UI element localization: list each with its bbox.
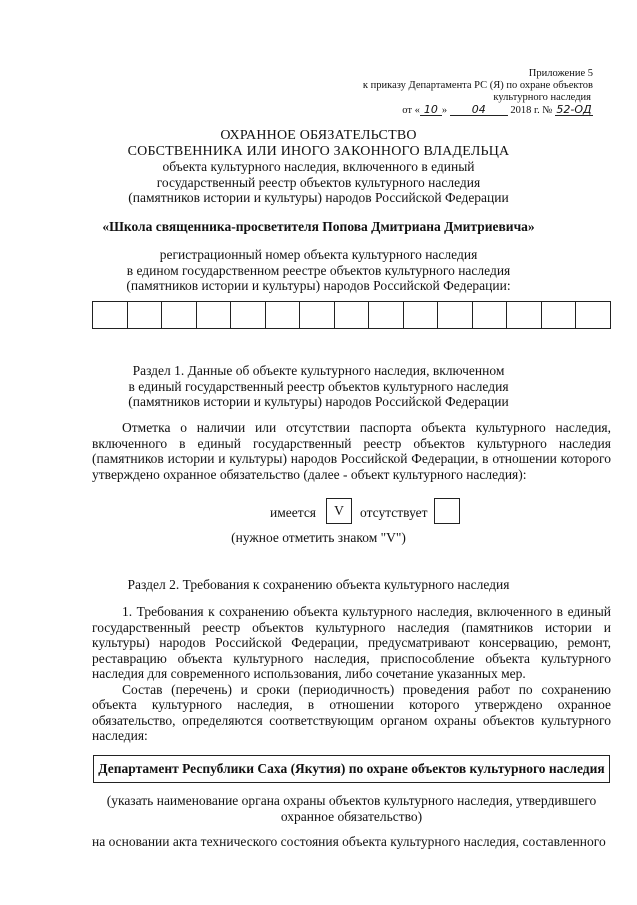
reg-cell[interactable] <box>300 302 335 328</box>
annex-day: 10 <box>420 104 442 116</box>
section-2-heading: Раздел 2. Требования к сохранению объекта культурного наследия <box>127 577 510 592</box>
reg-cell[interactable] <box>473 302 508 328</box>
annex-header <box>363 68 593 117</box>
reg-cell[interactable] <box>197 302 232 328</box>
reg-cell[interactable] <box>542 302 577 328</box>
title-line-5: (памятников истории и культуры) народов Российской Федерации <box>128 190 509 205</box>
reg-cell[interactable] <box>507 302 542 328</box>
registration-line-1: регистрационный номер объекта культурного наследия <box>159 247 478 262</box>
section-1-line-1: Раздел 1. Данные об объекте культурного наследия, включенном <box>132 363 505 378</box>
reg-cell[interactable] <box>335 302 370 328</box>
title-line-4: государственный реестр объектов культурного наследия <box>156 174 481 190</box>
annex-date-line <box>363 104 593 117</box>
present-checkbox[interactable]: V <box>326 498 352 524</box>
title-line-1: ОХРАННОЕ ОБЯЗАТЕЛЬСТВО <box>220 128 417 143</box>
requirements-text <box>92 604 611 744</box>
reg-cell[interactable] <box>438 302 473 328</box>
annex-order-ref: к приказу Департамента РС (Я) по охране объектов <box>362 80 593 91</box>
annex-quote-close: » <box>441 105 448 116</box>
section-1-heading <box>0 363 637 410</box>
department-name-box[interactable]: Департамент Республики Саха (Якутия) по охране объектов культурного наследия <box>93 755 610 783</box>
basis-text: на основании акта технического состояния объекта культурного наследия, составленного <box>92 834 606 849</box>
passport-note-paragraph: Отметка о наличии или отсутствии паспорта объекта культурного наследия, включенного в единый государственный реестр объектов культурного наследия (памятников истории и культуры) народов Российской Федерации, в отношении которого утверждено охранное обязательство (далее - объект культурного наследия): <box>92 420 611 482</box>
reg-cell[interactable] <box>128 302 163 328</box>
title-line-3: объекта культурного наследия, включенного в единый <box>162 159 475 174</box>
passport-choice-row <box>0 498 637 526</box>
title-line-2: СОБСТВЕННИКА ИЛИ ИНОГО ЗАКОННОГО ВЛАДЕЛЬЦА <box>127 143 510 159</box>
annex-order-ref-cont: культурного наследия <box>493 92 591 103</box>
absent-label: отсутствует <box>360 505 428 520</box>
annex-title: Приложение 5 <box>528 68 593 79</box>
reg-cell[interactable] <box>231 302 266 328</box>
annex-year: 2018 г. № <box>510 105 553 116</box>
reg-cell[interactable] <box>93 302 128 328</box>
department-hint-line-1: (указать наименование органа охраны объектов культурного наследия, утвердившего <box>106 793 597 808</box>
department-hint <box>92 793 611 824</box>
reg-cell[interactable] <box>404 302 439 328</box>
registration-caption <box>0 247 637 294</box>
reg-cell[interactable] <box>162 302 197 328</box>
reg-cell[interactable] <box>369 302 404 328</box>
registration-number-grid <box>92 301 611 329</box>
requirements-paragraph-1: 1. Требования к сохранению объекта культурного наследия, включенного в единый государственный реестр объектов культурного наследия (памятников истории и культуры) народов Российской Федерации, предусматривают консервацию, ремонт, реставрацию объекта культурного наследия, приспособление объекта культурного наследия для современного использования, либо сочетание указанных мер. <box>92 604 611 681</box>
document-title <box>0 128 637 206</box>
present-label: имеется <box>270 505 317 520</box>
annex-from-label: от « <box>402 105 420 116</box>
reg-cell[interactable] <box>266 302 301 328</box>
annex-number: 52-ОД <box>556 103 592 116</box>
absent-checkbox[interactable] <box>434 498 460 524</box>
object-name: «Школа священника-просветителя Попова Дмитриана Дмитриевича» <box>102 219 535 234</box>
registration-line-3: (памятников истории и культуры) народов Российской Федерации: <box>126 278 511 293</box>
registration-line-2: в едином государственном реестре объектов культурного наследия <box>126 262 511 278</box>
mark-hint: (нужное отметить знаком "V") <box>231 530 406 545</box>
section-1-line-2: в единый государственный реестр объектов культурного наследия <box>128 378 509 394</box>
section-1-line-3: (памятников истории и культуры) народов Российской Федерации <box>128 394 509 409</box>
requirements-paragraph-2: Состав (перечень) и сроки (периодичность) проведения работ по сохранению объекта культурного наследия, в отношении которого утверждено охранное обязательство, определяются соответствующим органом охраны объектов культурного наследия: <box>92 681 611 743</box>
reg-cell[interactable] <box>576 302 610 328</box>
department-hint-line-2: охранное обязательство) <box>280 808 423 824</box>
annex-month: 04 <box>450 104 508 116</box>
